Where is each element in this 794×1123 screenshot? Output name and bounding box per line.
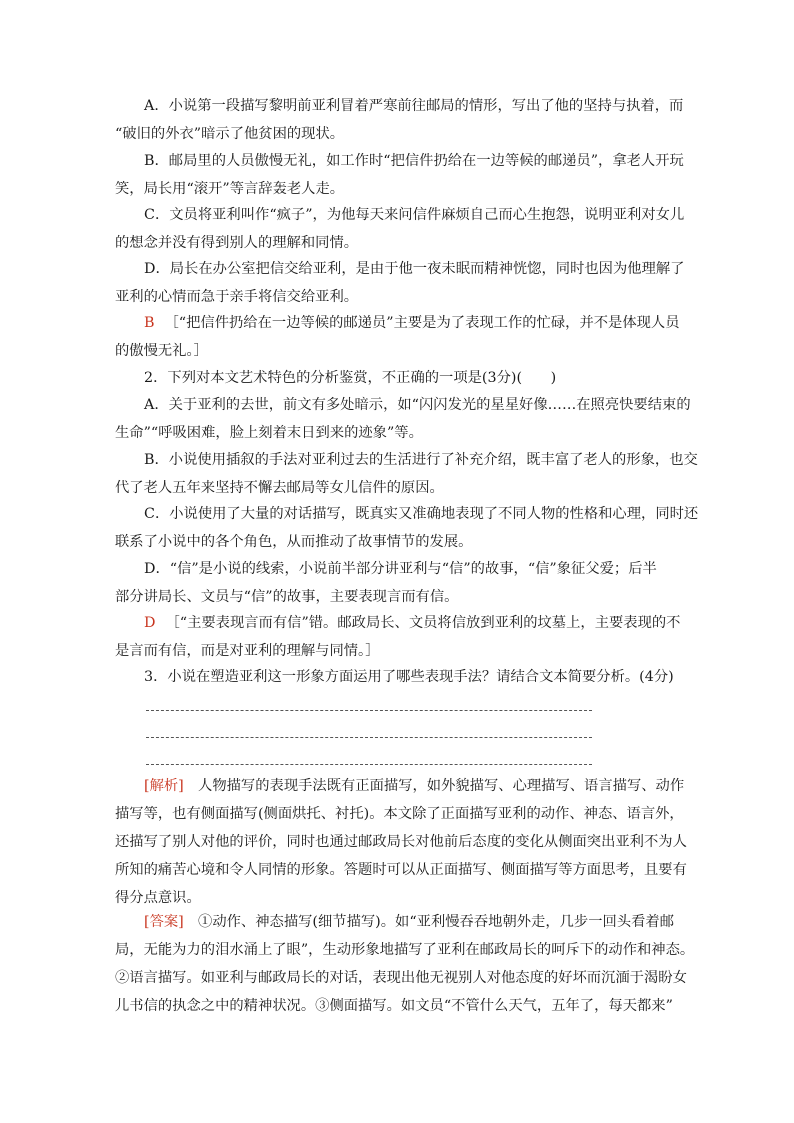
q3-stem-text: 3．小说在塑造亚利这一形象方面运用了哪些表现手法？请结合文本简要分析。(4分) — [144, 669, 674, 685]
q1-option-a-line1: A．小说第一段描写黎明前亚利冒着严寒前往邮局的情形，写出了他的坚持与执着，而 — [144, 98, 684, 114]
q1-option-b-line1: B．邮局里的人员傲慢无礼，如工作时“把信件扔给在一边等候的邮递员”，拿老人开玩 — [144, 153, 684, 169]
q1-option-b — [115, 147, 684, 203]
q2-stem — [144, 364, 656, 392]
q2-answer-line2: 是言而有信，而是对亚利的理解与同情。］ — [115, 643, 380, 659]
q2-option-a-line1: A．关于亚利的去世，前文有多处暗示，如“闪闪发光的星星好像……在照亮快要结束的 — [144, 397, 691, 413]
q1-answer — [115, 309, 680, 365]
analysis-line5: 得分点意识。 — [115, 890, 201, 906]
q1-answer-letter: B — [144, 315, 155, 331]
answer-line3: ②语言描写。如亚利与邮政局长的对话，表现出他无视别人对他态度的好坏而沉湎于渴盼女 — [115, 970, 687, 986]
q3-stem — [144, 663, 674, 691]
q1-option-a — [115, 92, 684, 148]
q2-option-a — [115, 391, 691, 447]
q2-option-c-line2: 联系了小说中的各个角色，从而推动了故事情节的发展。 — [115, 534, 473, 550]
answer-line4: 儿书信的执念之中的精神状况。③侧面描写。如文员“不管什么天气，五年了，每天都来” — [115, 998, 673, 1014]
answer-blank-line-1[interactable] — [146, 710, 592, 711]
q1-option-c-line1: C．文员将亚利叫作“疯子”，为他每天来问信件麻烦自己而心生抱怨，说明亚利对女儿 — [144, 207, 685, 223]
q2-option-c-line1: C．小说使用了大量的对话描写，既真实又准确地表现了不同人物的性格和心理，同时还 — [144, 506, 699, 522]
q1-option-c — [115, 201, 685, 257]
q2-option-b — [115, 446, 698, 502]
answer-blank-line-3[interactable] — [146, 764, 592, 765]
q1-option-b-line2: 笑，局长用“滚开”等言辞轰老人走。 — [115, 181, 345, 197]
q2-answer-letter: D — [144, 615, 156, 631]
analysis-line1: 人物描写的表现手法既有正面描写，如外貌描写、心理描写、语言描写、动作 — [183, 778, 685, 794]
q1-answer-line1: ［“把信件扔给在一边等候的邮递员”主要是为了表现工作的忙碌，并不是体现人员 — [164, 315, 680, 331]
q2-option-b-line2: 代了老人五年来坚持不懈去邮局等女儿信件的原因。 — [115, 480, 444, 496]
q2-answer-line1: ［“主要表现言而有信”错。邮政局长、文员将信放到亚利的坟墓上，主要表现的不 — [165, 615, 681, 631]
q1-option-a-line2: “破旧的外衣”暗示了他贫困的现状。 — [115, 126, 345, 142]
q1-option-d — [115, 255, 685, 311]
q2-option-d-line2: 部分讲局长、文员与“信”的故事，主要表现言而有信。 — [115, 589, 459, 605]
q2-option-a-line2: 生命”“呼吸困难，脸上刻着末日到来的迹象”等。 — [115, 425, 423, 441]
q2-option-b-line1: B．小说使用插叙的手法对亚利过去的生活进行了补充介绍，既丰富了老人的形象，也交 — [144, 452, 698, 468]
q1-option-c-line2: 的想念并没有得到别人的理解和同情。 — [115, 235, 359, 251]
answer-line2: 局，无能为力的泪水涌上了眼”，生动形象地描写了亚利在邮政局长的呵斥下的动作和神态。 — [115, 942, 695, 958]
analysis-line2: 描写等，也有侧面描写(侧面烘托、衬托)。本文除了正面描写亚利的动作、神态、语言外， — [115, 806, 684, 822]
q2-option-d-line1: D．“信”是小说的线索，小说前半部分讲亚利与“信”的故事，“信”象征父爱；后半 — [144, 561, 657, 577]
analysis-line3: 还描写了别人对他的评价，同时也通过邮政局长对他前后态度的变化从侧面突出亚利不为人 — [115, 834, 687, 850]
q1-option-d-line1: D．局长在办公室把信交给亚利，是由于他一夜未眠而精神恍惚，同时也因为他理解了 — [144, 261, 685, 277]
analysis-block — [115, 772, 687, 912]
q2-option-c — [115, 500, 699, 556]
answer-tag: [答案] — [144, 914, 184, 930]
q2-option-d — [115, 555, 657, 611]
analysis-line4: 所知的痛苦心境和令人同情的形象。答题时可以从正面描写、侧面描写等方面思考，且要有 — [115, 862, 687, 878]
q2-stem-text: 2．下列对本文艺术特色的分析鉴赏，不正确的一项是(3分)( ) — [144, 370, 557, 386]
q1-option-d-line2: 亚利的心情而急于亲手将信交给亚利。 — [115, 289, 359, 305]
answer-block — [115, 908, 695, 1020]
q1-answer-line2: 的傲慢无礼。］ — [115, 343, 208, 359]
q2-answer — [115, 609, 681, 665]
analysis-tag: [解析] — [144, 778, 184, 794]
answer-blank-line-2[interactable] — [146, 737, 592, 738]
answer-line1: ①动作、神态描写(细节描写)。如“亚利慢吞吞地朝外走，几步一回头看着邮 — [183, 914, 675, 930]
